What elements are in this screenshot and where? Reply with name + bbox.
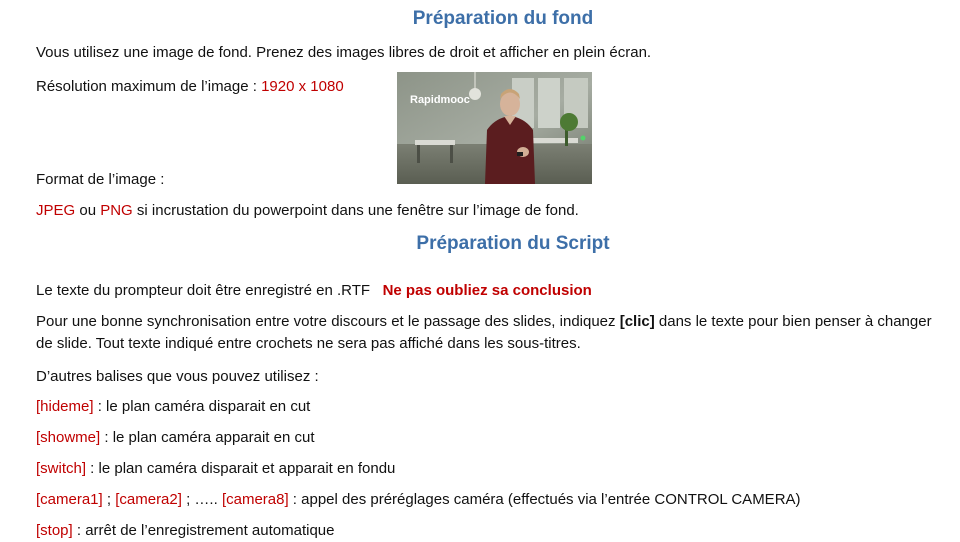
intro-text xyxy=(36,42,651,64)
tag-desc: : le plan caméra apparait en cut xyxy=(100,429,315,446)
format-png: PNG xyxy=(100,202,133,219)
prompter-text: Le texte du prompteur doit être enregistré en .RTF xyxy=(36,282,371,299)
tag-item-showme xyxy=(36,427,315,449)
tag-desc: : le plan caméra disparait et apparait en fondu xyxy=(86,460,396,477)
brand-logo-text: Rapidmooc xyxy=(410,94,470,106)
format-jpeg: JPEG xyxy=(36,202,76,219)
sync-tag: [clic] xyxy=(619,313,655,330)
section-title-fond: Préparation du fond xyxy=(412,8,594,29)
tag-sep: ; xyxy=(102,491,116,508)
other-tags-label: D’autres balises que vous pouvez utilisez : xyxy=(36,368,319,385)
format-ou: ou xyxy=(75,202,101,219)
background-example-image xyxy=(397,72,592,184)
tag-name: [switch] xyxy=(36,460,87,477)
tag-camera1: [camera1] xyxy=(36,491,103,508)
sync-before: Pour une bonne synchronisation entre votre discours et le passage des slides, indiquez xyxy=(36,313,620,330)
tag-desc: : appel des préréglages caméra (effectués via l’entrée CONTROL CAMERA) xyxy=(288,491,801,508)
prompter-line xyxy=(36,280,592,302)
studio-photo xyxy=(397,72,592,184)
tag-item-switch xyxy=(36,458,395,480)
sync-paragraph xyxy=(36,311,951,355)
tag-name: [showme] xyxy=(36,429,101,446)
tag-item-stop xyxy=(36,520,335,542)
format-label: Format de l’image : xyxy=(36,171,165,188)
tag-item-camera xyxy=(36,489,801,511)
sync-after: dans le texte pour bien penser à changer de slide. Tout texte indiqué entre crochets ne sera pas affiché dans les sous-titres. xyxy=(36,313,932,352)
tag-name: [stop] xyxy=(36,522,73,539)
tag-camera2: [camera2] xyxy=(115,491,182,508)
resolution-value: 1920 x 1080 xyxy=(261,78,344,95)
tag-name: [hideme] xyxy=(36,398,94,415)
section-title-script: Préparation du Script xyxy=(416,233,610,254)
resolution-line xyxy=(36,76,344,98)
tag-item-hideme xyxy=(36,396,310,418)
tag-desc: : le plan caméra disparait en cut xyxy=(93,398,311,415)
tag-desc: : arrêt de l’enregistrement automatique xyxy=(72,522,335,539)
resolution-label: Résolution maximum de l’image : xyxy=(36,78,262,95)
tag-camera8: [camera8] xyxy=(221,491,289,508)
tag-sep: ; ….. xyxy=(181,491,222,508)
format-line xyxy=(36,200,579,222)
intro-sentence: Vous utilisez une image de fond. Prenez des images libres de droit et afficher en plein écran. xyxy=(36,44,652,61)
format-rest: si incrustation du powerpoint dans une fenêtre sur l’image de fond. xyxy=(132,202,579,219)
prompter-warning: Ne pas oubliez sa conclusion xyxy=(382,282,592,299)
